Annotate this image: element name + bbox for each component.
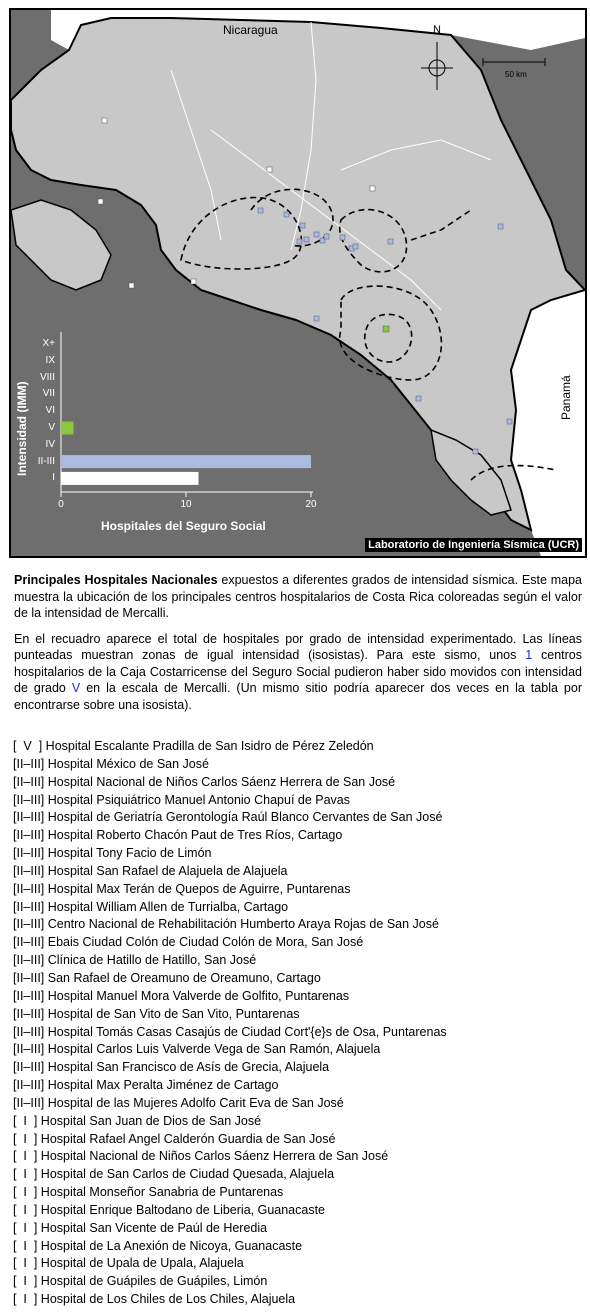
hospital-list-item [13,934,583,952]
hospital-name: Clínica de Hatillo de Hatillo, San José [44,953,257,968]
hospital-list-item [13,899,583,917]
hospital-name: Hospital Nacional de Niños Carlos Sáenz Herrera de San José [44,774,396,789]
hospital-list-item [13,916,583,934]
x-tick-label: 20 [305,499,317,510]
inset-chart-bars [61,422,311,485]
hospital-marker [473,449,478,454]
hospital-grade: [ I ] [13,1113,38,1128]
hospital-list-item [13,1024,583,1042]
country-label-nicaragua: Nicaragua [223,23,278,37]
hospital-name: Hospital Manuel Mora Valverde de Golfito, Puntarenas [44,988,350,1003]
hospital-list-item [13,1166,583,1184]
hospital-name: Hospital William Allen de Turrialba, Cartago [44,899,289,914]
y-category-label: I [52,472,55,484]
hospital-grade: [ I ] [13,1220,38,1235]
map-caption [14,572,582,722]
hospital-grade: [II–III] [13,988,45,1003]
y-category-label: VIII [39,371,55,383]
hospital-grade: [II–III] [13,828,45,843]
hospital-name: Hospital de La Anexión de Nicoya, Guanacaste [37,1238,303,1253]
hospital-list-item [13,738,583,756]
hospital-grade: [II–III] [13,881,45,896]
x-axis-title: Hospitales del Seguro Social [101,519,266,533]
hospital-list-item [13,952,583,970]
bar-ii-iii [61,455,311,468]
hospital-name: Hospital México de San José [44,756,209,771]
hospital-grade: [ I ] [13,1256,38,1271]
hospital-grade: [II–III] [13,774,45,789]
caption-title: Principales Hospitales Nacionales [14,573,218,587]
hospital-list-item [13,881,583,899]
hospital-name: Hospital Nacional de Niños Carlos Sáenz Herrera de San José [37,1149,389,1164]
nicoya-peninsula [11,200,111,290]
hospital-grade: [ I ] [13,1292,38,1307]
x-tick-label: 10 [180,499,192,510]
hospital-name: Hospital de Guápiles de Guápiles, Limón [37,1274,268,1289]
caption-paragraph-1 [14,572,582,622]
hospital-marker [388,239,393,244]
y-category-label: X+ [42,338,55,349]
hospital-name: Hospital Roberto Chacón Paut de Tres Ríos, Cartago [44,828,343,843]
hospital-name: Hospital de San Vito de San Vito, Puntarenas [44,1006,300,1021]
hospital-name: Hospital Carlos Luis Valverde Vega de San Ramón, Alajuela [44,1042,381,1057]
hospital-name: San Rafael de Oreamuno de Oreamuno, Cartago [44,970,321,985]
hospital-marker [314,232,319,237]
hospital-name: Hospital de Geriatría Gerontología Raúl Blanco Cervantes de San José [44,810,443,825]
y-category-label: IX [45,354,55,366]
hospital-grade: [ I ] [13,1185,38,1200]
hospital-marker-grade-v [383,326,389,332]
hospital-list-item [13,774,583,792]
hospital-marker-grade-i [98,199,103,204]
y-category-label: IV [45,438,55,450]
hospital-list-item [13,970,583,988]
hospital-marker-grade-i [191,279,196,284]
hospital-name: Hospital San Rafael de Alajuela de Alajuela [44,863,288,878]
hospital-grade: [II–III] [13,863,45,878]
hospital-grade: [ I ] [13,1274,38,1289]
y-category-label: VII [42,388,55,400]
hospital-name: Hospital Enrique Baltodano de Liberia, Guanacaste [37,1202,326,1217]
hospital-name: Hospital Monseñor Sanabria de Puntarenas [37,1185,284,1200]
hospital-grade: [II–III] [13,1042,45,1057]
hospital-grade: [II–III] [13,1078,45,1093]
hospital-grade: [II–III] [13,917,45,932]
hospital-grade: [ I ] [13,1238,38,1253]
hospital-list-item [13,1291,583,1309]
y-axis-title: Intensidad (IMM) [15,381,29,476]
hospital-list-item [13,1238,583,1256]
map-canvas [11,10,585,556]
hospital-name: Hospital de las Mujeres Adolfo Carit Eva de San José [44,1095,344,1110]
hospital-list-item [13,827,583,845]
hospital-list-item [13,1184,583,1202]
hospital-name: Hospital Escalante Pradilla de San Isidro de Pérez Zeledón [42,739,374,753]
caption-paragraph-2 [14,631,582,714]
hospital-list-item [13,792,583,810]
hospital-grade: [II–III] [13,935,45,950]
hospital-name: Hospital Tomás Casas Casajús de Ciudad Cort'{e}s de Osa, Puntarenas [44,1024,447,1039]
hospital-grade: [II–III] [13,970,45,985]
hospital-list-item [13,1202,583,1220]
hospital-marker [314,316,319,321]
hospital-name: Hospital de Los Chiles de Los Chiles, Alajuela [37,1292,296,1307]
hospital-marker [324,234,329,239]
hospital-name: Hospital San Juan de Dios de San José [37,1113,262,1128]
hospital-count: 1 [525,648,533,662]
hospital-name: Hospital de San Carlos de Ciudad Quesada, Alajuela [37,1167,335,1182]
hospital-marker [353,244,358,249]
hospital-list-item [13,1220,583,1238]
hospital-grade: [ V ] [13,739,43,753]
hospital-marker [297,239,302,244]
hospital-list [13,738,583,1309]
hospital-grade: [II–III] [13,756,45,771]
hospital-grade: [ I ] [13,1131,38,1146]
hospital-name: Hospital Rafael Angel Calderón Guardia de San José [37,1131,336,1146]
caption-p2-text-b: centros hospitalarios de la Caja Costarricense del Seguro Social pudieron haber sido movidos con intensidad de grado [14,648,582,695]
map-credit: Laboratorio de Ingeniería Sísmica (UCR) [365,538,582,552]
hospital-list-item [13,1077,583,1095]
intensity-grade: V [71,681,81,695]
hospital-grade: [II–III] [13,1060,45,1075]
hospital-marker [284,212,289,217]
bar-i [61,472,199,485]
hospital-list-item [13,1148,583,1166]
hospital-grade: [II–III] [13,953,45,968]
hospital-list-item [13,756,583,774]
hospital-marker [300,223,305,228]
hospital-list-item [13,1041,583,1059]
hospital-marker [507,419,512,424]
hospital-grade: [II–III] [13,810,45,825]
hospital-name: Centro Nacional de Rehabilitación Humberto Araya Rojas de San José [44,917,439,932]
hospital-list-item [13,1006,583,1024]
hospital-list-item [13,863,583,881]
y-category-label: VI [45,405,55,417]
hospital-marker [498,224,503,229]
hospital-name: Hospital San Vicente de Paúl de Heredia [37,1220,268,1235]
hospital-grade: [ I ] [13,1202,38,1217]
hospital-marker-grade-i [267,167,272,172]
hospital-list-item [13,809,583,827]
hospital-name: Hospital San Francisco de Asís de Grecia, Alajuela [44,1060,330,1075]
hospital-name: Hospital de Upala de Upala, Alajuela [37,1256,244,1271]
x-tick-label: 0 [58,499,64,510]
caption-p2-text-a: En el recuadro aparece el total de hospitales por grado de intensidad experimentado. Las líneas punteadas muestran zonas de igual intensidad (isosistas). Para este sismo, unos [14,631,582,662]
hospital-list-item [13,1113,583,1131]
y-category-label: II-III [37,455,55,467]
hospital-grade: [II–III] [13,1024,45,1039]
hospital-list-item [13,1273,583,1291]
hospital-marker-grade-i [129,283,134,288]
scale-label: 50 km [505,70,527,79]
hospital-list-item [13,1095,583,1113]
compass-north-label: N [433,24,441,36]
hospital-grade: [II–III] [13,1006,45,1021]
hospital-name: Ebais Ciudad Colón de Ciudad Colón de Mora, San José [44,935,364,950]
hospital-marker-grade-i [102,118,107,123]
hospital-grade: [II–III] [13,792,45,807]
hospital-marker [258,208,263,213]
hospital-grade: [II–III] [13,899,45,914]
caption-p1-text: expuestos a diferentes grados de intensidad sísmica. Este mapa muestra la ubicación de los principales centros hospitalarios de Costa Rica coloreadas según el valor de la intensidad de Mercalli. [14,573,582,620]
hospital-name: Hospital Max Peralta Jiménez de Cartago [44,1078,279,1093]
hospital-marker [340,235,345,240]
y-category-label: V [48,422,55,433]
country-label-panama: Panamá [559,375,573,420]
seismic-intensity-map [9,8,587,558]
hospital-list-item [13,988,583,1006]
hospital-grade: [II–III] [13,846,45,861]
hospital-name: Hospital Psiquiátrico Manuel Antonio Chapuí de Pavas [44,792,351,807]
hospital-marker-grade-i [370,186,375,191]
hospital-grade: [II–III] [13,1095,45,1110]
hospital-marker [416,396,421,401]
hospital-marker [304,237,309,242]
hospital-list-item [13,1255,583,1273]
hospital-list-item [13,1059,583,1077]
hospital-grade: [ I ] [13,1149,38,1164]
hospital-name: Hospital Tony Facio de Limón [44,846,212,861]
bar-v [61,422,74,435]
scale-bar [483,58,545,66]
hospital-list-item [13,845,583,863]
caption-p2-text-c: en la escala de Mercalli. (Un mismo sitio podría aparecer dos veces en la tabla por encontrarse sobre una isosista). [14,681,582,712]
hospital-name: Hospital Max Terán de Quepos de Aguirre, Puntarenas [44,881,351,896]
hospital-grade: [ I ] [13,1167,38,1182]
hospital-list-item [13,1131,583,1149]
